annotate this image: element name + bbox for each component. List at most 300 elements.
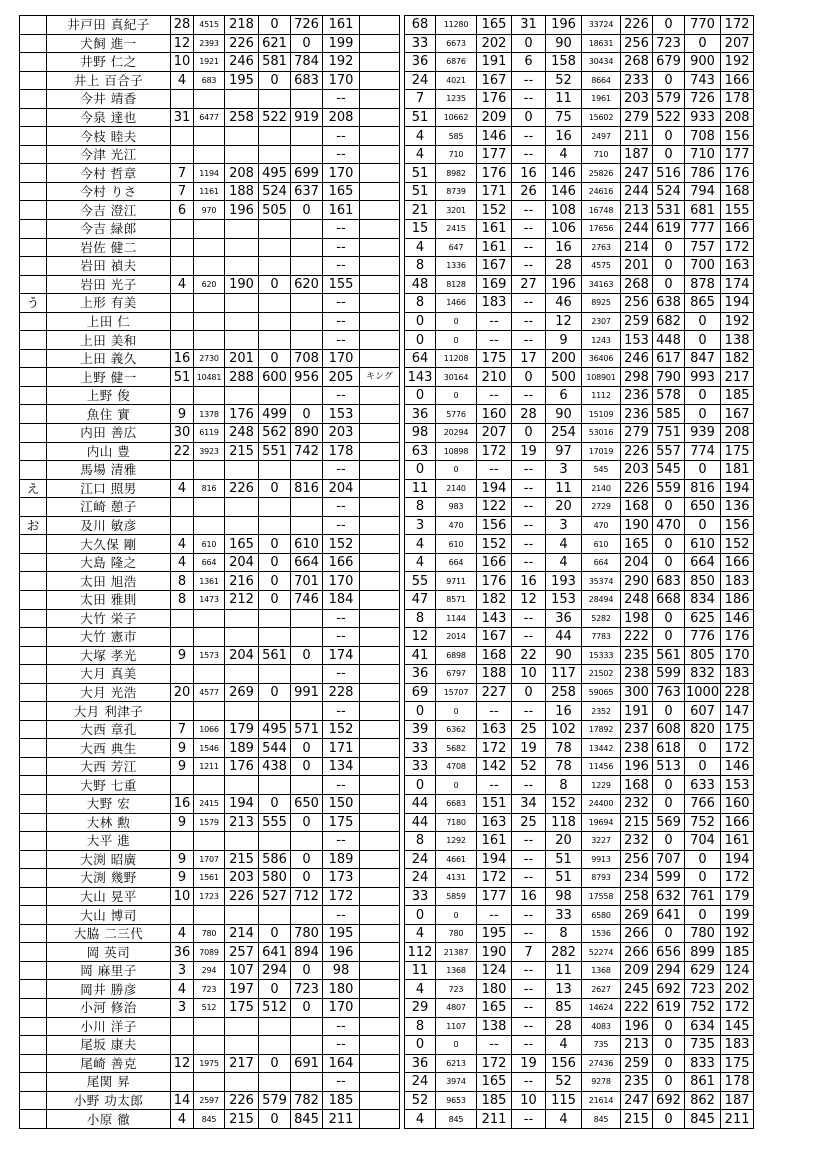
score-cell: 0 xyxy=(436,1036,477,1055)
score-cell: 555 xyxy=(259,813,291,832)
score-cell: 3923 xyxy=(194,442,225,461)
score-cell: 0 xyxy=(436,312,477,331)
score-cell: 0 xyxy=(685,850,721,869)
kana-index-cell xyxy=(20,628,47,647)
score-cell: 4 xyxy=(171,553,194,572)
score-cell: -- xyxy=(512,220,546,239)
kana-index-cell xyxy=(20,665,47,684)
score-cell xyxy=(259,220,291,239)
score-cell: 190 xyxy=(477,943,512,962)
score-cell: 2307 xyxy=(582,312,621,331)
score-cell: 153 xyxy=(323,405,360,424)
score-cell: 161 xyxy=(721,832,754,851)
player-name-cell: 及川 敏彦 xyxy=(47,516,171,535)
score-cell: 608 xyxy=(653,720,685,739)
score-cell: 763 xyxy=(653,683,685,702)
score-cell: -- xyxy=(323,776,360,795)
score-cell: 216 xyxy=(225,572,259,591)
score-cell: 169 xyxy=(477,275,512,294)
score-cell: 5682 xyxy=(436,739,477,758)
score-cell: 78 xyxy=(546,757,582,776)
score-cell xyxy=(259,702,291,721)
score-cell: 0 xyxy=(405,776,436,795)
score-cell: 993 xyxy=(685,368,721,387)
score-cell: 166 xyxy=(721,71,754,90)
score-cell: 172 xyxy=(477,739,512,758)
kana-index-cell xyxy=(20,1054,47,1073)
score-cell: 30164 xyxy=(436,368,477,387)
table-row xyxy=(20,386,754,405)
score-cell: 36 xyxy=(405,1054,436,1073)
score-cell: 170 xyxy=(323,71,360,90)
score-cell: 0 xyxy=(259,980,291,999)
score-cell: 4575 xyxy=(582,257,621,276)
score-cell: 222 xyxy=(621,998,653,1017)
score-cell: 279 xyxy=(621,108,653,127)
score-cell: 816 xyxy=(194,479,225,498)
score-cell xyxy=(194,238,225,257)
score-cell: 579 xyxy=(653,90,685,109)
score-cell: 0 xyxy=(685,461,721,480)
kana-index-cell xyxy=(20,832,47,851)
score-cell xyxy=(171,461,194,480)
score-cell: 1473 xyxy=(194,590,225,609)
score-cell xyxy=(259,145,291,164)
kana-index-cell xyxy=(20,127,47,146)
score-cell xyxy=(194,386,225,405)
score-cell: 177 xyxy=(721,145,754,164)
score-cell xyxy=(259,628,291,647)
table-row xyxy=(20,220,754,239)
score-cell: 36 xyxy=(405,53,436,72)
score-cell: 16 xyxy=(546,238,582,257)
score-cell: 708 xyxy=(291,349,323,368)
score-cell: 138 xyxy=(477,1017,512,1036)
score-cell: 173 xyxy=(323,869,360,888)
score-cell: 700 xyxy=(685,257,721,276)
score-cell: 211 xyxy=(721,1110,754,1129)
title-mark-cell xyxy=(360,238,400,257)
score-cell xyxy=(291,127,323,146)
kana-index-cell xyxy=(20,961,47,980)
score-cell: 757 xyxy=(685,238,721,257)
score-cell: -- xyxy=(512,71,546,90)
score-cell: 215 xyxy=(621,1110,653,1129)
score-cell: 33724 xyxy=(582,16,621,35)
score-cell: 632 xyxy=(653,887,685,906)
player-name-cell: 江口 照男 xyxy=(47,479,171,498)
table-row xyxy=(20,943,754,962)
player-name-cell: 岩佐 健二 xyxy=(47,238,171,257)
score-cell xyxy=(225,312,259,331)
score-cell xyxy=(194,145,225,164)
score-cell xyxy=(194,906,225,925)
score-cell: 85 xyxy=(546,998,582,1017)
score-cell xyxy=(259,1017,291,1036)
score-cell: -- xyxy=(512,980,546,999)
score-cell: 610 xyxy=(685,535,721,554)
title-mark-cell xyxy=(360,220,400,239)
score-cell: 561 xyxy=(259,646,291,665)
score-cell: 8 xyxy=(405,609,436,628)
table-row xyxy=(20,646,754,665)
table-row xyxy=(20,479,754,498)
score-cell: 782 xyxy=(291,1091,323,1110)
score-cell: 187 xyxy=(621,145,653,164)
player-name-cell: 尾坂 康夫 xyxy=(47,1036,171,1055)
score-cell: 0 xyxy=(291,34,323,53)
score-cell: 33 xyxy=(405,757,436,776)
table-row xyxy=(20,702,754,721)
score-cell: 0 xyxy=(405,906,436,925)
score-cell: 0 xyxy=(291,961,323,980)
score-cell: 226 xyxy=(225,1091,259,1110)
table-row xyxy=(20,757,754,776)
score-cell: 0 xyxy=(653,609,685,628)
kana-index-cell xyxy=(20,720,47,739)
player-name-cell: 上形 有美 xyxy=(47,294,171,313)
score-cell: 0 xyxy=(405,312,436,331)
score-cell xyxy=(259,127,291,146)
score-cell: 664 xyxy=(582,553,621,572)
score-cell xyxy=(291,609,323,628)
score-cell: 36 xyxy=(405,665,436,684)
score-cell xyxy=(194,127,225,146)
kana-index-cell xyxy=(20,16,47,35)
score-cell: 28494 xyxy=(582,590,621,609)
player-name-cell: 今井 靖香 xyxy=(47,90,171,109)
score-cell: 607 xyxy=(685,702,721,721)
score-cell: 9 xyxy=(171,739,194,758)
score-cell: 2140 xyxy=(582,479,621,498)
player-name-cell: 井上 百合子 xyxy=(47,71,171,90)
score-cell: 15 xyxy=(405,220,436,239)
score-cell: 146 xyxy=(546,182,582,201)
score-cell: 585 xyxy=(436,127,477,146)
title-mark-cell xyxy=(360,961,400,980)
score-cell: 235 xyxy=(621,1073,653,1092)
score-cell: 20 xyxy=(546,832,582,851)
score-cell: 172 xyxy=(477,442,512,461)
score-cell xyxy=(194,702,225,721)
score-cell: 11280 xyxy=(436,16,477,35)
score-cell: 165 xyxy=(477,1073,512,1092)
table-row xyxy=(20,442,754,461)
score-cell: 36 xyxy=(171,943,194,962)
score-cell xyxy=(259,238,291,257)
score-cell: 11 xyxy=(405,961,436,980)
score-cell: 8664 xyxy=(582,71,621,90)
score-cell: 8 xyxy=(546,924,582,943)
score-cell: 761 xyxy=(685,887,721,906)
score-cell xyxy=(194,516,225,535)
score-cell: 4708 xyxy=(436,757,477,776)
player-name-cell: 大山 晃平 xyxy=(47,887,171,906)
score-cell: 142 xyxy=(477,757,512,776)
score-cell xyxy=(291,220,323,239)
kana-index-cell xyxy=(20,924,47,943)
score-cell: 244 xyxy=(621,182,653,201)
score-cell: 16 xyxy=(546,127,582,146)
score-cell: 268 xyxy=(621,53,653,72)
score-cell: 176 xyxy=(477,90,512,109)
score-cell: 610 xyxy=(291,535,323,554)
score-cell: 1243 xyxy=(582,331,621,350)
title-mark-cell xyxy=(360,665,400,684)
score-cell: 1066 xyxy=(194,720,225,739)
score-cell: 4 xyxy=(405,980,436,999)
score-cell: 175 xyxy=(323,813,360,832)
score-cell: 9 xyxy=(171,869,194,888)
score-cell xyxy=(194,1073,225,1092)
score-cell: 294 xyxy=(259,961,291,980)
score-cell: 743 xyxy=(685,71,721,90)
score-cell xyxy=(259,386,291,405)
table-row xyxy=(20,590,754,609)
score-cell: 161 xyxy=(477,832,512,851)
score-cell: 668 xyxy=(653,590,685,609)
kana-index-cell xyxy=(20,906,47,925)
score-cell: 545 xyxy=(653,461,685,480)
score-cell: 218 xyxy=(225,16,259,35)
score-cell: 0 xyxy=(653,238,685,257)
score-cell: 266 xyxy=(621,924,653,943)
score-cell: 6119 xyxy=(194,424,225,443)
score-cell: 14 xyxy=(171,1091,194,1110)
score-cell: 31 xyxy=(512,16,546,35)
score-cell: 0 xyxy=(512,34,546,53)
score-cell xyxy=(291,776,323,795)
score-cell: 10 xyxy=(512,665,546,684)
score-cell: -- xyxy=(323,312,360,331)
score-cell: 18631 xyxy=(582,34,621,53)
score-cell: 107 xyxy=(225,961,259,980)
score-cell xyxy=(194,609,225,628)
score-cell: 712 xyxy=(291,887,323,906)
score-cell xyxy=(225,145,259,164)
score-cell: 215 xyxy=(621,813,653,832)
title-mark-cell xyxy=(360,53,400,72)
score-cell: 726 xyxy=(685,90,721,109)
score-cell: 170 xyxy=(721,646,754,665)
score-cell: 699 xyxy=(291,164,323,183)
score-cell: -- xyxy=(512,238,546,257)
title-mark-cell xyxy=(360,294,400,313)
score-cell: 196 xyxy=(323,943,360,962)
score-cell: 580 xyxy=(259,869,291,888)
score-cell xyxy=(194,1036,225,1055)
score-cell: 4 xyxy=(405,535,436,554)
score-cell: 98 xyxy=(323,961,360,980)
kana-index-cell xyxy=(20,1036,47,1055)
score-cell: 499 xyxy=(259,405,291,424)
score-cell: 174 xyxy=(721,275,754,294)
score-cell: 2352 xyxy=(582,702,621,721)
player-name-cell: 井戸田 真紀子 xyxy=(47,16,171,35)
score-cell xyxy=(291,1017,323,1036)
score-cell xyxy=(291,257,323,276)
kana-index-cell xyxy=(20,220,47,239)
score-cell: 557 xyxy=(653,442,685,461)
table-row xyxy=(20,794,754,813)
score-cell: 236 xyxy=(621,405,653,424)
score-cell: 152 xyxy=(323,720,360,739)
score-cell xyxy=(171,257,194,276)
score-cell: 15109 xyxy=(582,405,621,424)
score-cell: 214 xyxy=(621,238,653,257)
score-cell: 2415 xyxy=(436,220,477,239)
score-cell: 6 xyxy=(171,201,194,220)
score-cell: 163 xyxy=(477,720,512,739)
score-cell: 21387 xyxy=(436,943,477,962)
score-cell: 21502 xyxy=(582,665,621,684)
score-cell: 448 xyxy=(653,331,685,350)
score-cell: 208 xyxy=(721,424,754,443)
score-cell: 152 xyxy=(477,535,512,554)
score-cell: -- xyxy=(477,331,512,350)
score-cell: 52 xyxy=(405,1091,436,1110)
score-cell: 226 xyxy=(621,16,653,35)
score-cell: 7 xyxy=(512,943,546,962)
player-name-cell: 魚住 實 xyxy=(47,405,171,424)
score-cell: 0 xyxy=(512,424,546,443)
score-cell: 1235 xyxy=(436,90,477,109)
score-cell: 438 xyxy=(259,757,291,776)
table-row xyxy=(20,980,754,999)
score-cell: 746 xyxy=(291,590,323,609)
score-cell: 0 xyxy=(653,535,685,554)
score-cell: 172 xyxy=(477,869,512,888)
title-mark-cell xyxy=(360,479,400,498)
table-row xyxy=(20,609,754,628)
score-cell: 6673 xyxy=(436,34,477,53)
title-mark-cell xyxy=(360,869,400,888)
score-cell: 599 xyxy=(653,665,685,684)
score-cell: 33 xyxy=(546,906,582,925)
score-cell: 0 xyxy=(653,832,685,851)
score-cell: -- xyxy=(323,257,360,276)
player-name-cell: 岡 英司 xyxy=(47,943,171,962)
score-cell: 189 xyxy=(225,739,259,758)
score-cell: 4 xyxy=(171,71,194,90)
score-cell: 153 xyxy=(546,590,582,609)
score-cell: 7180 xyxy=(436,813,477,832)
score-cell: 470 xyxy=(653,516,685,535)
score-cell: 108901 xyxy=(582,368,621,387)
score-cell: 64 xyxy=(405,349,436,368)
score-cell: 166 xyxy=(477,553,512,572)
score-cell: 8128 xyxy=(436,275,477,294)
player-name-cell: 小河 修治 xyxy=(47,998,171,1017)
score-cell: 11 xyxy=(546,90,582,109)
table-row xyxy=(20,1073,754,1092)
score-cell: 20294 xyxy=(436,424,477,443)
score-cell: 495 xyxy=(259,164,291,183)
score-cell: -- xyxy=(477,1036,512,1055)
score-cell xyxy=(225,776,259,795)
score-cell: 199 xyxy=(721,906,754,925)
score-cell: 816 xyxy=(291,479,323,498)
score-cell xyxy=(291,628,323,647)
title-mark-cell xyxy=(360,924,400,943)
score-cell: 1292 xyxy=(436,832,477,851)
score-cell: 816 xyxy=(685,479,721,498)
score-cell: 288 xyxy=(225,368,259,387)
score-cell: 24400 xyxy=(582,794,621,813)
player-name-cell: 尾崎 善克 xyxy=(47,1054,171,1073)
title-mark-cell xyxy=(360,34,400,53)
kana-index-cell xyxy=(20,1110,47,1129)
score-cell: 259 xyxy=(621,1054,653,1073)
score-cell: 51 xyxy=(171,368,194,387)
kana-index-cell: う xyxy=(20,294,47,313)
score-cell: 8 xyxy=(171,572,194,591)
score-cell: -- xyxy=(512,479,546,498)
table-row xyxy=(20,813,754,832)
kana-index-cell xyxy=(20,646,47,665)
score-cell: 155 xyxy=(721,201,754,220)
score-cell xyxy=(171,386,194,405)
score-cell: 215 xyxy=(225,442,259,461)
score-cell xyxy=(225,516,259,535)
score-cell: 185 xyxy=(477,1091,512,1110)
score-cell: 600 xyxy=(259,368,291,387)
score-cell: 4 xyxy=(546,145,582,164)
score-cell: 512 xyxy=(194,998,225,1017)
score-cell: 51 xyxy=(546,869,582,888)
score-cell: 28 xyxy=(546,1017,582,1036)
score-cell: 172 xyxy=(721,238,754,257)
score-cell: 0 xyxy=(653,702,685,721)
score-cell: -- xyxy=(512,516,546,535)
score-cell: -- xyxy=(323,127,360,146)
score-cell: 620 xyxy=(194,275,225,294)
score-cell: 0 xyxy=(653,924,685,943)
score-cell: 172 xyxy=(721,16,754,35)
score-cell: 152 xyxy=(721,535,754,554)
kana-index-cell xyxy=(20,34,47,53)
score-cell: 6213 xyxy=(436,1054,477,1073)
score-cell: 183 xyxy=(477,294,512,313)
score-cell: -- xyxy=(512,386,546,405)
score-cell xyxy=(171,665,194,684)
table-row xyxy=(20,961,754,980)
score-cell: -- xyxy=(512,1017,546,1036)
score-cell: 203 xyxy=(621,90,653,109)
score-cell: 17656 xyxy=(582,220,621,239)
score-cell: 1368 xyxy=(582,961,621,980)
player-name-cell: 今津 光江 xyxy=(47,145,171,164)
score-cell: 4 xyxy=(546,1110,582,1129)
score-cell xyxy=(171,90,194,109)
score-cell: 156 xyxy=(477,516,512,535)
score-cell: 0 xyxy=(653,275,685,294)
score-cell xyxy=(194,257,225,276)
score-cell: 194 xyxy=(721,479,754,498)
player-name-cell: 大久保 剛 xyxy=(47,535,171,554)
score-cell: 0 xyxy=(405,386,436,405)
player-name-cell: 小原 徹 xyxy=(47,1110,171,1129)
score-cell: 2415 xyxy=(194,794,225,813)
kana-index-cell xyxy=(20,739,47,758)
score-cell: -- xyxy=(512,776,546,795)
score-cell: 194 xyxy=(721,294,754,313)
score-cell: 257 xyxy=(225,943,259,962)
score-cell: 124 xyxy=(477,961,512,980)
player-name-cell: 小川 洋子 xyxy=(47,1017,171,1036)
score-cell: 0 xyxy=(259,71,291,90)
title-mark-cell xyxy=(360,498,400,517)
